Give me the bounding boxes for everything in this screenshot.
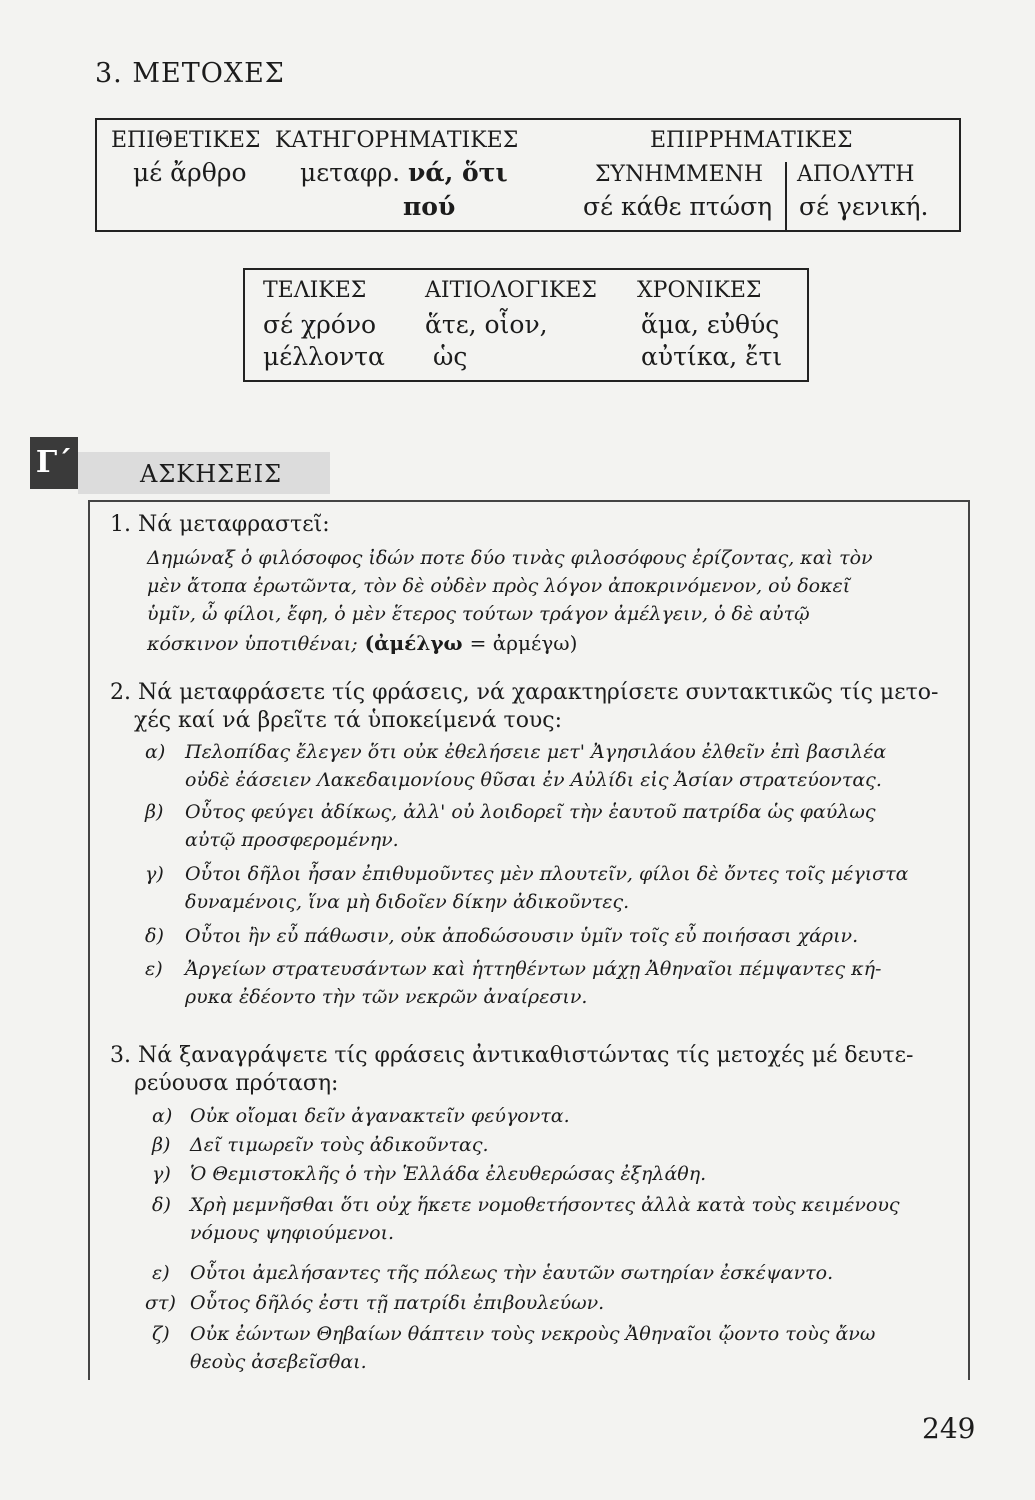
- ex1-line: μὲν ἄτοπα ἐρωτῶντα, τὸν δὲ οὐδὲν πρὸς λόγον ἀποκρινόμενον, οὐ δοκεῖ: [147, 575, 851, 597]
- adverbial-types-table: [243, 268, 809, 382]
- ex2-item-line: Οὗτος φεύγει ἀδίκως, ἀλλ' οὐ λοιδορεῖ τὴν ἑαυτοῦ πατρίδα ὡς φαύλως: [185, 801, 876, 823]
- page-number: 249: [922, 1412, 976, 1445]
- temporal-row2: ἅμα, εὐθύς: [641, 310, 780, 339]
- ex3-item-line: Χρὴ μεμνῆσθαι ὅτι οὐχ ἥκετε νομοθετήσοντες ἀλλὰ κατὰ τοὺς κειμένους: [190, 1194, 900, 1216]
- ex3-item-label: ζ): [152, 1323, 170, 1345]
- predicative-note-text: μεταφρ.: [300, 158, 401, 187]
- ex3-item-label: δ): [152, 1194, 171, 1216]
- ex1-line-last: [147, 631, 577, 656]
- ex2-heading: 2. Νά μεταφράσετε τίς φράσεις, νά χαρακτηρίσετε συντακτικῶς τίς μετο-: [110, 680, 939, 705]
- predicative-note: [300, 158, 508, 187]
- ex2-item-label: δ): [145, 925, 164, 947]
- ex3-item-label: ε): [152, 1262, 170, 1284]
- ex2-item-line: δυναμένοις, ἵνα μὴ διδοῖεν δίκην ἀδικοῦντες.: [185, 891, 630, 913]
- causal-row3: ὡς: [433, 342, 468, 371]
- header-adverbial: ΕΠΙΡΡΗΜΑΤΙΚΕΣ: [650, 128, 853, 153]
- header-attributive: ΕΠΙΘΕΤΙΚΕΣ: [111, 128, 261, 153]
- ex1-line: Δημώναξ ὁ φιλόσοφος ἰδών ποτε δύο τινὰς φιλοσόφους ἐρίζοντας, καὶ τὸν: [147, 547, 873, 569]
- ex3-item-label: στ): [145, 1292, 176, 1314]
- subheader-absolute: ΑΠΟΛΥΤΗ: [797, 162, 915, 187]
- section-letter: Γ΄: [30, 437, 78, 489]
- ex3-item-line: Δεῖ τιμωρεῖν τοὺς ἀδικοῦντας.: [190, 1134, 489, 1156]
- ex3-item-line: θεοὺς ἀσεβεῖσθαι.: [190, 1351, 367, 1373]
- header-causal: ΑΙΤΙΟΛΟΓΙΚΕΣ: [425, 278, 597, 303]
- ex3-heading: 3. Νά ξαναγράψετε τίς φράσεις ἀντικαθιστώντας τίς μετοχές μέ δευτε-: [110, 1043, 914, 1068]
- ex2-item-label: ε): [145, 958, 163, 980]
- causal-row2: ἅτε, οἷον,: [425, 310, 548, 339]
- ex1-note: = ἀρμέγω): [469, 631, 578, 655]
- ex3-item-label: β): [152, 1134, 171, 1156]
- conjunct-note: σέ κάθε πτώση: [583, 192, 773, 221]
- ex3-item-label: γ): [152, 1163, 171, 1185]
- ex2-heading-2: χές καί νά βρεῖτε τά ὑποκείμενά τους:: [134, 708, 563, 733]
- ex3-item-line: Οὗτος δῆλός ἐστι τῇ πατρίδι ἐπιβουλεύων.: [190, 1292, 605, 1314]
- ex1-line: ὑμῖν, ὦ φίλοι, ἔφη, ὁ μὲν ἕτερος τούτων τράγον ἀμέλγειν, ὁ δὲ αὐτῷ: [147, 603, 810, 625]
- ex3-item-line: νόμους ψηφιούμενοι.: [190, 1222, 395, 1244]
- ex3-heading-2: ρεύουσα πρόταση:: [134, 1071, 339, 1096]
- ex2-item-line: ρυκα ἐδέοντο τὴν τῶν νεκρῶν ἀναίρεσιν.: [185, 986, 588, 1008]
- table1-divider: [785, 162, 787, 232]
- temporal-row3: αὐτίκα, ἔτι: [641, 342, 783, 371]
- ex2-item-label: α): [145, 741, 166, 763]
- ex1-heading: 1. Νά μεταφραστεῖ:: [110, 512, 330, 537]
- ex3-item-line: Ὁ Θεμιστοκλῆς ὁ τὴν Ἑλλάδα ἐλευθερώσας ἐξηλάθη.: [190, 1163, 707, 1185]
- ex2-item-line: αὐτῷ προσφερομένην.: [185, 829, 399, 851]
- exercises-title: ΑΣΚΗΣΕΙΣ: [140, 460, 283, 488]
- participles-table: [95, 118, 961, 232]
- header-final: ΤΕΛΙΚΕΣ: [263, 278, 367, 303]
- ex2-item-line: Οὗτοι ἢν εὖ πάθωσιν, οὐκ ἀποδώσουσιν ὑμῖν τοῖς εὖ ποιήσασι χάριν.: [185, 925, 859, 947]
- ex3-item-line: Οὗτοι ἀμελήσαντες τῆς πόλεως τὴν ἑαυτῶν σωτηρίαν ἐσκέψαντο.: [190, 1262, 834, 1284]
- final-row3: μέλλοντα: [263, 342, 385, 371]
- ex1-line-text: κόσκινον ὑποτιθέναι;: [147, 633, 358, 655]
- predicative-note-bold: νά, ὅτι: [408, 158, 508, 187]
- ex3-item-line: Οὐκ ἐώντων Θηβαίων θάπτειν τοὺς νεκροὺς Ἀθηναῖοι ᾤοντο τοὺς ἄνω: [190, 1323, 876, 1345]
- ex2-item-line: Ἀργείων στρατευσάντων καὶ ἡττηθέντων μάχῃ Ἀθηναῖοι πέμψαντες κή-: [185, 958, 882, 980]
- final-row2: σέ χρόνο: [263, 310, 377, 339]
- subheader-conjunct: ΣΥΝΗΜΜΕΝΗ: [595, 162, 764, 187]
- ex2-item-line: Πελοπίδας ἔλεγεν ὅτι οὐκ ἐθελήσειε μετ' Ἀγησιλάου ἐλθεῖν ἐπὶ βασιλέα: [185, 741, 887, 763]
- ex3-item-line: Οὐκ οἴομαι δεῖν ἀγανακτεῖν φεύγοντα.: [190, 1105, 570, 1127]
- header-predicative: ΚΑΤΗΓΟΡΗΜΑΤΙΚΕΣ: [275, 128, 519, 153]
- header-temporal: ΧΡΟΝΙΚΕΣ: [637, 278, 762, 303]
- absolute-note: σέ γενική.: [799, 192, 929, 221]
- attributive-note: μέ ἄρθρο: [133, 158, 247, 187]
- ex3-item-label: α): [152, 1105, 173, 1127]
- ex1-note-bold: (ἀμέλγω: [364, 631, 463, 655]
- ex2-item-label: γ): [145, 863, 164, 885]
- predicative-note-2: πού: [403, 192, 456, 221]
- ex2-item-label: β): [145, 801, 164, 823]
- section-title: 3. ΜΕΤΟΧΕΣ: [95, 58, 285, 89]
- ex2-item-line: οὐδὲ ἐάσειεν Λακεδαιμονίους θῦσαι ἐν Αὐλίδι εἰς Ἀσίαν στρατεύοντας.: [185, 769, 882, 791]
- ex2-item-line: Οὗτοι δῆλοι ἦσαν ἐπιθυμοῦντες μὲν πλουτεῖν, φίλοι δὲ ὄντες τοῖς μέγιστα: [185, 863, 909, 885]
